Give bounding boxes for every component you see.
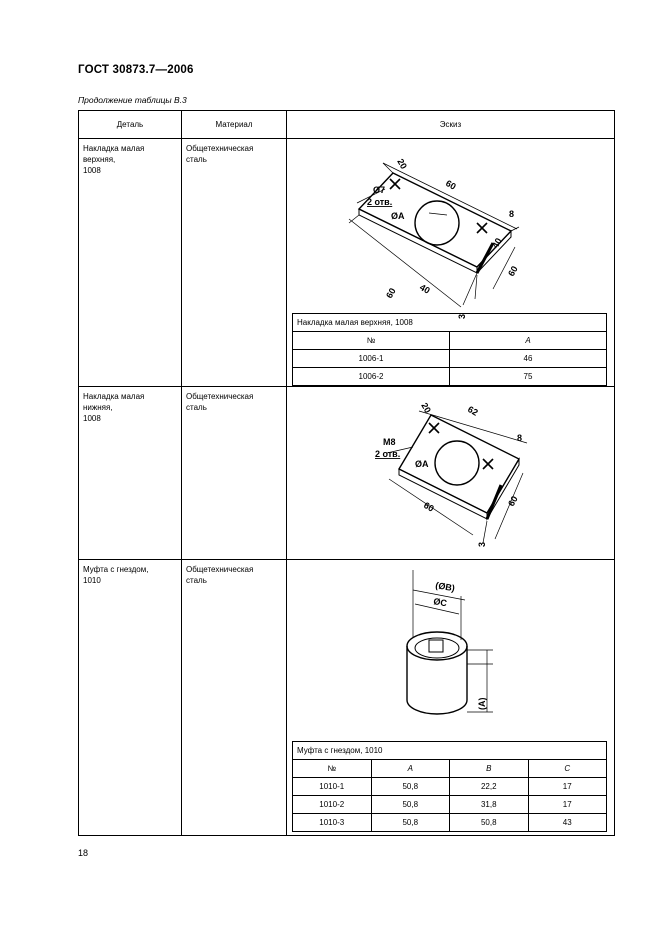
hole-label: M8	[383, 437, 396, 447]
spec-cell: 50,8	[371, 814, 450, 832]
material-cell	[182, 560, 287, 836]
spec-col-header: A	[371, 760, 450, 778]
dim-label: 60	[444, 178, 458, 192]
dim-label: ØA	[415, 459, 429, 469]
dim-label: 3	[477, 541, 487, 547]
dim-label: 8	[517, 433, 523, 443]
detail-text: Муфта с гнездом, 1010	[83, 565, 149, 585]
dim-label: 60	[384, 286, 398, 300]
detail-cell	[79, 139, 182, 387]
spec-title: Муфта с гнездом, 1010	[293, 742, 607, 760]
dim-label: ØC	[432, 596, 448, 609]
dim-label: 20	[419, 401, 433, 415]
parts-table	[78, 110, 615, 836]
detail-cell	[79, 560, 182, 836]
dim-label: 40	[490, 236, 504, 250]
spec-cell: 50,8	[371, 796, 450, 814]
detail-text: Накладка малая верхняя, 1008	[83, 144, 145, 175]
material-cell	[182, 387, 287, 560]
sketch-cell	[287, 139, 615, 387]
dim-label: (A)	[477, 697, 487, 710]
dim-label: 60	[506, 264, 520, 278]
table-header-row	[79, 111, 615, 139]
material-text: Общетехническая сталь	[186, 392, 254, 412]
sketch-lower-plate	[287, 387, 614, 559]
spec-table-upper-plate	[292, 313, 607, 386]
header-sketch: Эскиз	[287, 111, 615, 139]
header-material: Материал	[182, 111, 287, 139]
spec-cell: 75	[450, 368, 607, 386]
spec-cell: 1010-2	[293, 796, 372, 814]
dim-label: 60	[506, 494, 520, 508]
spec-cell: 1006-2	[293, 368, 450, 386]
spec-cell: 17	[528, 778, 607, 796]
page-number: 18	[78, 848, 89, 858]
spec-cell: 22,2	[450, 778, 529, 796]
spec-row	[293, 778, 607, 796]
table-caption: Продолжение таблицы В.3	[78, 95, 187, 105]
dim-label: ØA	[391, 211, 405, 221]
material-cell	[182, 139, 287, 387]
spec-col-header: №	[293, 760, 372, 778]
hole-count-label: 2 отв.	[375, 449, 401, 459]
sketch-upper-plate	[287, 139, 614, 386]
spec-cell: 43	[528, 814, 607, 832]
spec-cell: 46	[450, 350, 607, 368]
spec-row	[293, 814, 607, 832]
spec-cell: 17	[528, 796, 607, 814]
dim-label: 8	[509, 209, 515, 219]
hole-label: Ø7	[373, 185, 386, 195]
spec-title: Накладка малая верхняя, 1008	[293, 314, 607, 332]
spec-col-header: A	[450, 332, 607, 350]
sketch-cell	[287, 387, 615, 560]
spec-cell: 31,8	[450, 796, 529, 814]
spec-cell: 50,8	[450, 814, 529, 832]
sketch-coupling	[287, 560, 614, 835]
spec-table-coupling	[292, 741, 607, 832]
spec-row	[293, 350, 607, 368]
lower-plate-drawing	[287, 387, 613, 559]
spec-cell: 1010-3	[293, 814, 372, 832]
table-row	[79, 139, 615, 387]
spec-col-header: C	[528, 760, 607, 778]
table-row	[79, 387, 615, 560]
table-row	[79, 560, 615, 836]
spec-row	[293, 368, 607, 386]
header-detail: Деталь	[79, 111, 182, 139]
spec-col-header: №	[293, 332, 450, 350]
dim-label: (ØB)	[434, 580, 456, 594]
dim-label: 3	[457, 313, 467, 319]
dim-label: 20	[395, 157, 409, 171]
spec-row	[293, 796, 607, 814]
material-text: Общетехническая сталь	[186, 565, 254, 585]
detail-cell	[79, 387, 182, 560]
material-text: Общетехническая сталь	[186, 144, 254, 164]
spec-col-header: B	[450, 760, 529, 778]
dim-label: 62	[466, 404, 480, 418]
spec-cell: 1010-1	[293, 778, 372, 796]
dim-label: 40	[418, 282, 432, 296]
detail-text: Накладка малая нижняя, 1008	[83, 392, 145, 423]
sketch-cell	[287, 560, 615, 836]
spec-cell: 1006-1	[293, 350, 450, 368]
hole-count-label: 2 отв.	[367, 197, 393, 207]
spec-cell: 50,8	[371, 778, 450, 796]
dim-label: 60	[422, 500, 436, 514]
document-title: ГОСТ 30873.7—2006	[78, 64, 194, 76]
